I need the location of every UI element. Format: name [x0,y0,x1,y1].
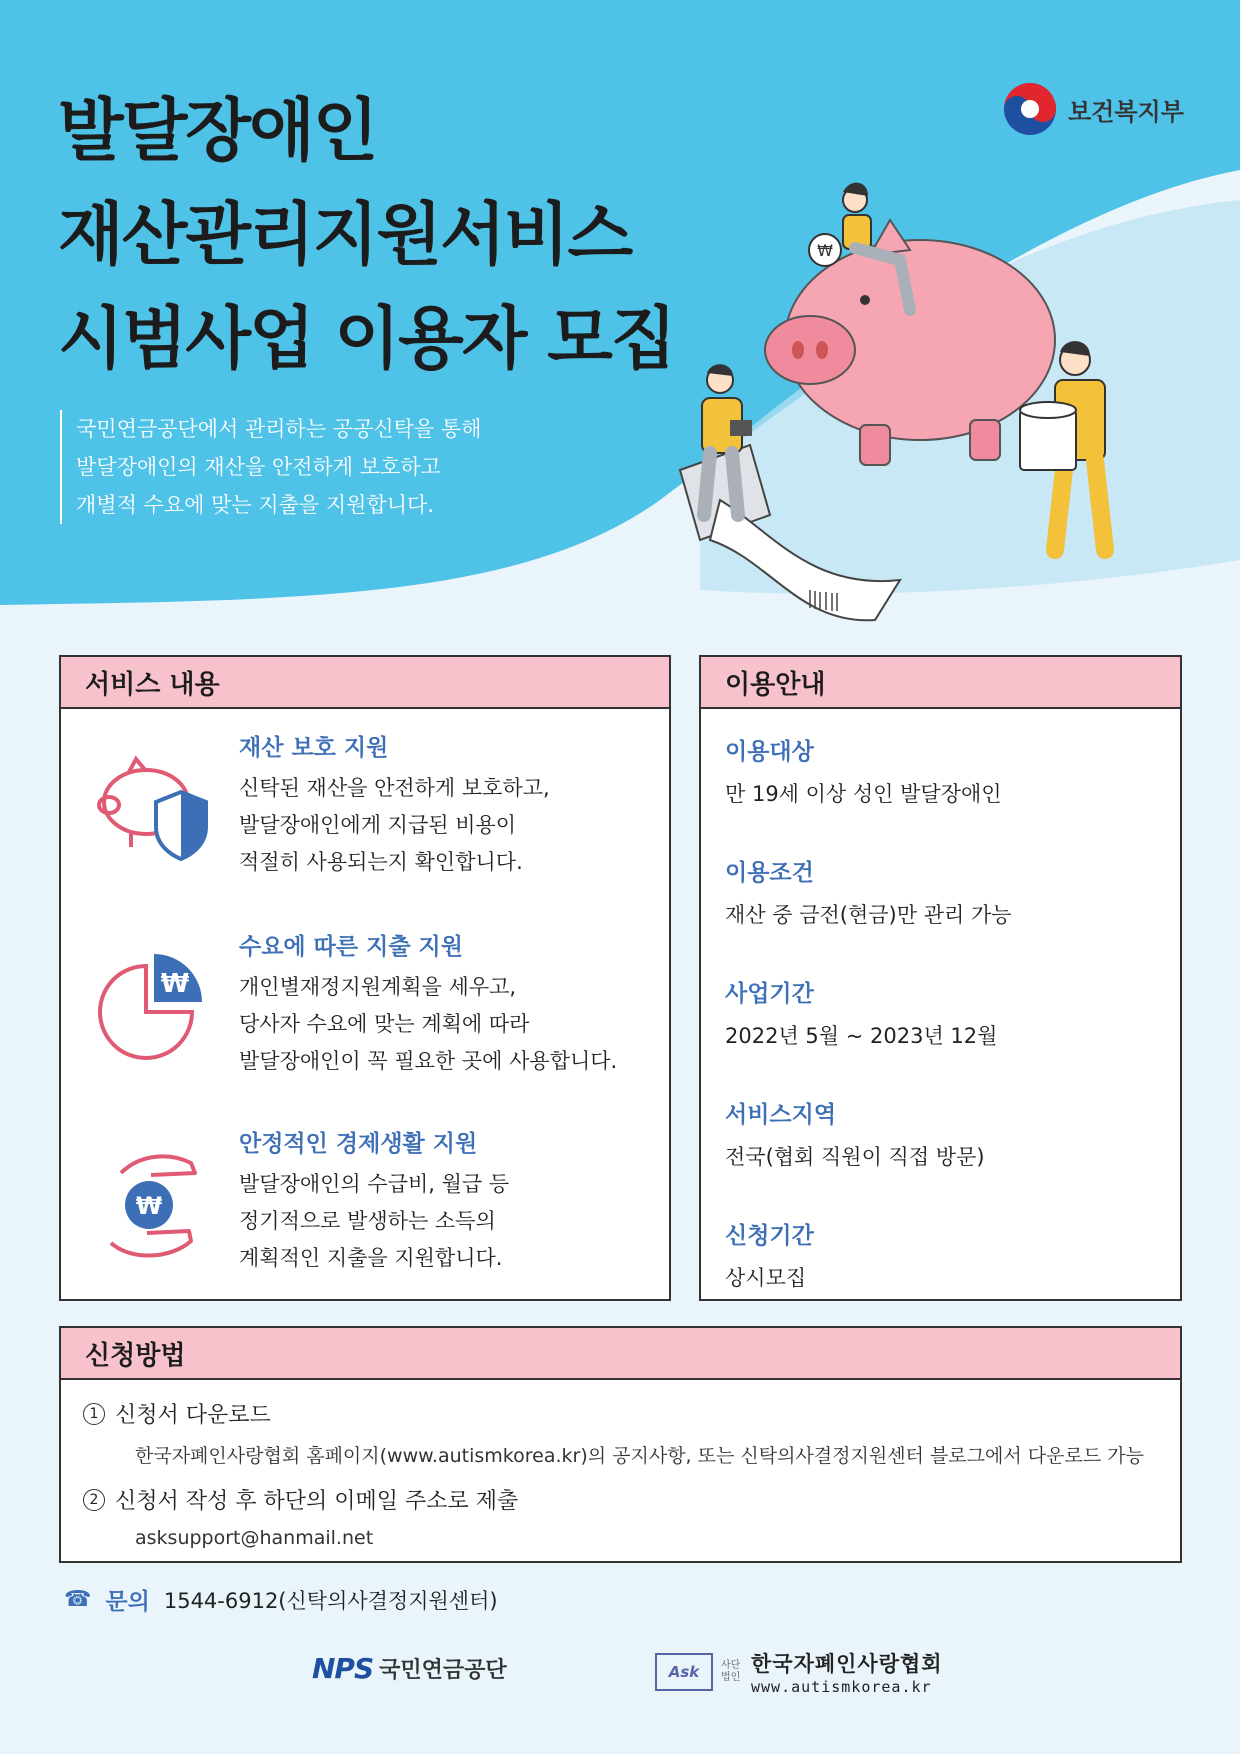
info-item [725,975,1180,1092]
ask-logo [655,1648,943,1696]
info-item [725,733,1180,850]
apply-step [83,1484,1180,1515]
service-item-line: 발달장애인에게 지급된 비용이 [239,813,517,837]
step-text: 신청서 작성 후 하단의 이메일 주소로 제출 [115,1489,519,1514]
nps-name: 국민연금공단 [379,1658,507,1683]
service-item-text [239,729,550,881]
nps-mark: NPS [312,1652,374,1685]
title-line-3: 시범사업 이용자 모집 [58,300,675,379]
ask-name: 한국자폐인사랑협회 [751,1652,943,1676]
email-link[interactable]: asksupport@hanmail.net [135,1527,374,1549]
service-heading: 서비스 내용 [61,657,669,709]
service-item-body [239,770,550,881]
svg-text:₩: ₩ [160,969,190,999]
page-title [58,80,675,392]
ask-url[interactable]: www.autismkorea.kr [751,1678,932,1696]
info-list [701,709,1180,1334]
info-item [725,854,1180,971]
contact-label: 문의 [105,1589,150,1615]
service-item-line: 계획적인 지출을 지원합니다. [239,1246,503,1270]
service-item-line: 정기적으로 발생하는 소득의 [239,1209,496,1233]
service-item-text [239,1125,509,1277]
info-card [699,655,1182,1301]
service-item-title: 안정적인 경제생활 지원 [239,1131,478,1157]
pie-won-icon [91,946,211,1066]
info-item [725,1217,1180,1334]
info-label: 이용조건 [725,860,814,886]
info-value: 상시모집 [725,1266,807,1290]
step-number: 2 [83,1489,105,1511]
contact-phone[interactable]: 1544-6912(신탁의사결정지원센터) [163,1588,498,1613]
info-label: 이용대상 [725,739,814,765]
apply-step [83,1398,1180,1429]
ask-corp-label: 사단법인 [721,1660,741,1683]
download-info: 한국자폐인사랑협회 홈페이지(www.autismkorea.kr)의 공지사항, 또는 신탁의사결정지원센터 블로그에서 다운로드 가능 [135,1445,1144,1467]
piggy-shield-icon [91,747,211,867]
service-item-line: 적절히 사용되는지 확인합니다. [239,850,523,874]
service-item-line: 개인별재정지원계획을 세우고, [239,975,517,999]
service-item-title: 재산 보호 지원 [239,735,389,761]
info-value: 재산 중 금전(현금)만 관리 가능 [725,903,1012,927]
phone-icon: ☎ [64,1587,92,1612]
service-item-line: 발달장애인이 꼭 필요한 곳에 사용합니다. [239,1049,618,1073]
service-item-body [239,969,617,1080]
service-card [59,655,671,1301]
title-line-1: 발달장애인 [58,92,377,171]
service-item-line: 발달장애인의 수급비, 월급 등 [239,1172,510,1196]
step-number: 1 [83,1403,105,1425]
info-value: 전국(협회 직원이 직접 방문) [725,1145,985,1169]
apply-card [59,1326,1182,1563]
step-text: 신청서 다운로드 [115,1403,271,1428]
intro-text [60,410,481,524]
taegeuk-icon [1002,81,1058,137]
hands-won-icon [91,1143,211,1263]
svg-text:₩: ₩ [135,1192,163,1220]
nps-logo [312,1652,507,1685]
apply-heading: 신청방법 [61,1328,1180,1380]
service-item-text [239,928,617,1080]
ask-mark: Ask [655,1653,713,1691]
ministry-name: 보건복지부 [1068,97,1184,126]
service-item-body [239,1166,509,1277]
svg-text:₩: ₩ [817,241,833,260]
info-label: 서비스지역 [725,1102,837,1128]
footer-logos [0,1640,1240,1730]
hero-banner [0,0,1240,640]
intro-line-3: 개별적 수요에 맞는 지출을 지원합니다. [76,493,434,517]
piggy-bank-illustration [660,170,1140,630]
intro-line-1: 국민연금공단에서 관리하는 공공신탁을 통해 [76,417,482,441]
service-item-line: 당사자 수요에 맞는 계획에 따라 [239,1012,530,1036]
info-heading: 이용안내 [701,657,1180,709]
ministry-logo [1002,78,1184,140]
intro-line-2: 발달장애인의 재산을 안전하게 보호하고 [76,455,441,479]
apply-steps [61,1380,1180,1549]
service-item-title: 수요에 따른 지출 지원 [239,934,463,960]
info-item [725,1096,1180,1213]
ask-text [751,1648,943,1696]
info-label: 신청기간 [725,1223,814,1249]
info-label: 사업기간 [725,981,814,1007]
title-line-2: 재산관리지원서비스 [58,196,632,275]
info-value: 만 19세 이상 성인 발달장애인 [725,782,1002,806]
contact-info [64,1583,498,1616]
info-value: 2022년 5월 ~ 2023년 12월 [725,1024,998,1048]
service-item-line: 신탁된 재산을 안전하게 보호하고, [239,776,550,800]
